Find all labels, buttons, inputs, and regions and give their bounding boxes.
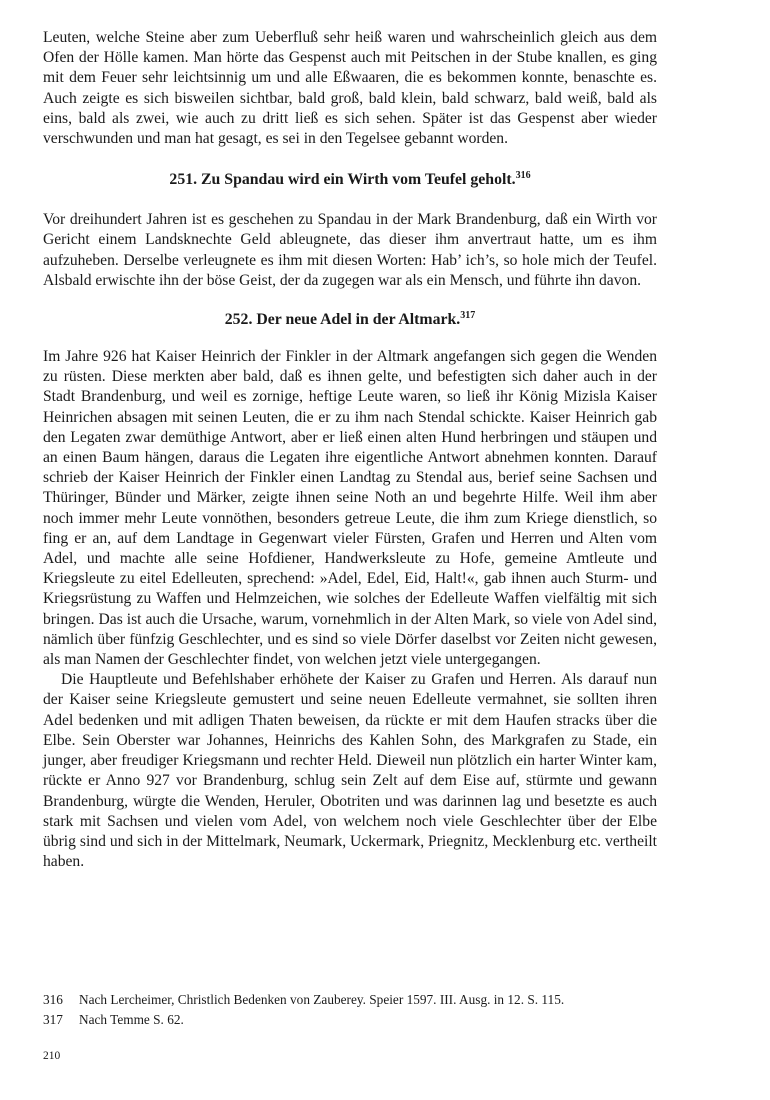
section-251-paragraph: Vor dreihundert Jahren ist es geschehen zu Spandau in der Mark Brandenburg, daß ein Wirth vor Gericht einem Landsknechte Geld ableugnete, das dieser ihm anvertraut hatte, um es ihm aufzuheben. Derselbe verleugnete es ihm mit diesen Worten: Hab’ ich’s, so hole mich der Teufel. Alsbald erwischte ihn der böse Geist, der da zugegen war als ein Mensch, und führte ihn davon.	[43, 211, 657, 289]
footnote-317	[43, 1010, 663, 1030]
intro-paragraph: Leuten, welche Steine aber zum Ueberfluß sehr heiß waren und wahrscheinlich gleich aus dem Ofen der Hölle kamen. Man hörte das Gespenst auch mit Peitschen in der Stube knallen, es ging mit dem Feuer sehr leichtsinnig um und alle Eßwaaren, die es bekommen konnte, benaschte es. Auch zeigte es sich bisweilen sichtbar, bald groß, bald klein, bald schwarz, bald weiß, bald als eins, bald als zwei, wie auch zu dritt ließ es sich sehen. Später ist das Gespenst aber wieder verschwunden und man hat gesagt, es sei in den Tegelsee gebannt worden.	[43, 29, 657, 148]
footnote-316	[43, 990, 663, 1010]
page-number: 210	[43, 1050, 61, 1062]
footnotes	[43, 990, 663, 1030]
page-body	[43, 28, 657, 872]
footnote-number: 317	[43, 1012, 63, 1027]
section-251-title: 251. Zu Spandau wird ein Wirth vom Teufel geholt.	[169, 171, 516, 189]
section-252-heading	[43, 309, 657, 331]
section-252-paragraph-1: Im Jahre 926 hat Kaiser Heinrich der Finkler in der Altmark angefangen sich gegen die Wenden zu rüsten. Diese merkten aber bald, daß es ihnen gelte, und befestigten sich daher auch in der Stadt Brandenburg, und weil es zornige, heftige Leute waren, so ließ ihr König Mizisla Kaiser Heinrichen absagen mit seinen Leuten, die er zu ihm nach Stendal schickte. Kaiser Heinrich gab den Legaten zwar demüthige Antwort, aber er ließ einen alten Hund herbringen und stäupen und an einen Baum hängen, daraus die Legaten ihre eigentliche Antwort abnehmen konnten. Darauf schrieb der Kaiser Heinrich der Finkler einen Landtag zu Stendal aus, berief seine Sachsen und Thüringer, Bünder und Märker, zeigte ihnen seine Noth an und begehrte Hilfe. Weil ihm aber noch immer mehr Leute vonnöthen, besonders getreue Leute, die ihm zum Kriege dienstlich, so fing er an, auf dem Landtage in Gegenwart vieler Fürsten, Grafen und Herren und Alten vom Adel, und machte alle seine Hofdiener, Handwerksleute zu Hofe, gemeine Amtleute und Kriegsleute zu eitel Edelleuten, sprechend: »Adel, Edel, Eid, Halt!«, gab ihnen auch Sturm- und Kriegsrüstung zu Waffen und Helmzeichen, wie solches der Edelleute Waffen vielfältig mit sich bringen. Das ist auch die Ursache, warum, vornehmlich in der Alten Mark, so viele von Adel sind, nämlich über fünfzig Geschlechter, und es sind so viele Dörfer daselbst vor Zeiten nicht gewesen, als man Namen der Geschlechter findet, von welchen jetzt viele untergegangen.	[43, 348, 657, 669]
footnote-number: 316	[43, 992, 63, 1007]
footnote-text: Nach Temme S. 62.	[79, 1012, 184, 1027]
section-252-title: 252. Der neue Adel in der Altmark.	[224, 311, 461, 329]
footnote-ref-316[interactable]: 316	[515, 170, 531, 182]
section-251-heading	[43, 169, 657, 191]
footnote-ref-317[interactable]: 317	[460, 310, 476, 322]
footnote-text: Nach Lercheimer, Christlich Bedenken von Zauberey. Speier 1597. III. Ausg. in 12. S. 115.	[79, 992, 565, 1007]
section-252-paragraph-2: Die Hauptleute und Befehlshaber erhöhete der Kaiser zu Grafen und Herren. Als darauf nun der Kaiser seine Kriegsleute gemustert und seine neuen Edelleute vermahnet, sie sollten ihren Adel bedenken und mit adligen Thaten beweisen, da rückte er mit dem Haufen stracks über die Elbe. Sein Oberster war Johannes, Heinrichs des Kahlen Sohn, des Markgrafen zu Stade, ein junger, aber freudiger Kriegsmann und rechter Held. Dieweil nun plötzlich ein harter Winter kam, rückte er Anno 927 vor Brandenburg, schlug sein Zelt auf dem Eise auf, stürmte und gewann Brandenburg, würgte die Wenden, Heruler, Obotriten und was darinnen lag und besetzte es auch stark mit Sachsen und vielen vom Adel, von welchem noch viele Geschlechter über der Elbe übrig sind und sich in der Mittelmark, Neumark, Uckermark, Priegnitz, Mecklenburg etc. vertheilt haben.	[43, 671, 657, 871]
